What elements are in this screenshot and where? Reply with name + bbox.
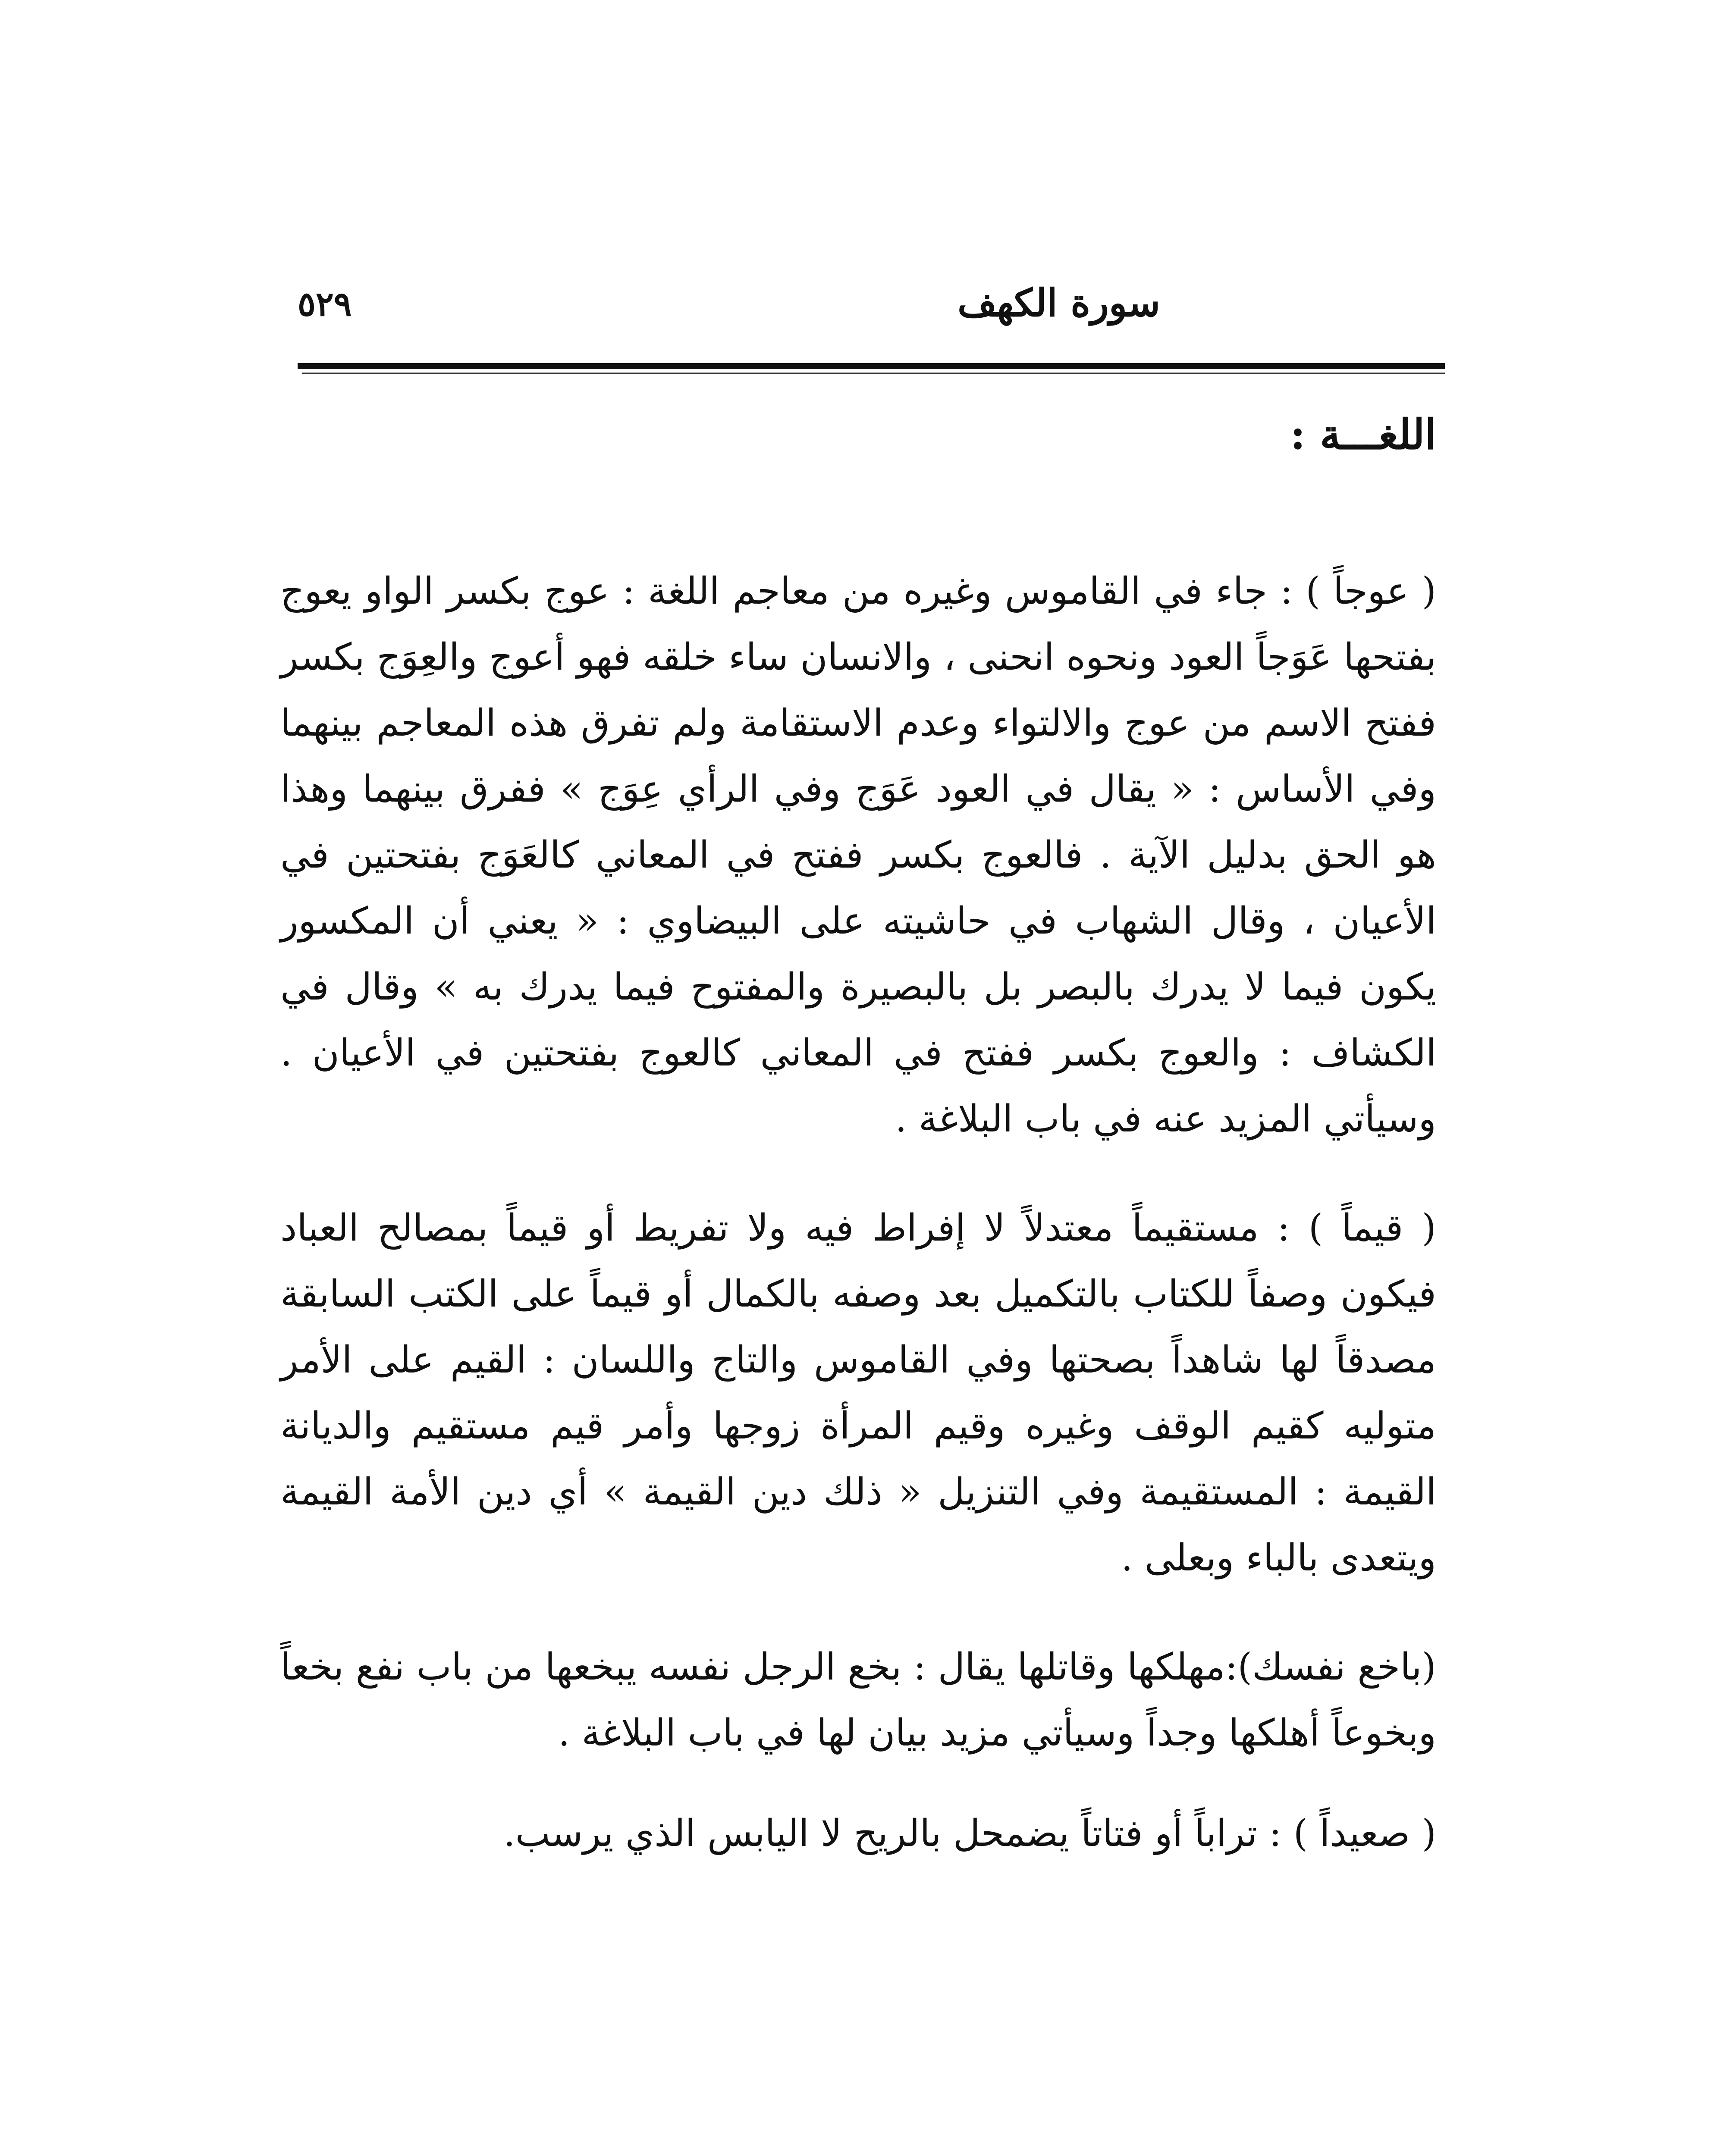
header-rule <box>298 363 1445 369</box>
section-heading: اللغـــة : <box>1290 410 1436 459</box>
paragraph-saida: ( صعيداً ) : تراباً أو فتاتاً يضمحل بالريح لا اليابس الذي يرسب. <box>503 1812 1436 1855</box>
page-header <box>298 276 1445 336</box>
paragraph-qayyima: ( قيماً ) : مستقيماً معتدلاً لا إفراط فيه ولا تفريط أو قيماً بمصالح العباد فيكون وصفاً للكتاب بالتكميل بعد وصفه بالكمال أو قيماً على الكتب السابقة مصدقاً لها شاهداً بصحتها وفي القاموس والتاج واللسان : القيم على الأمر متوليه كقيم الوقف وغيره وقيم المرأة زوجها وأمر قيم مستقيم والديانة القيمة : المستقيمة وفي التنزيل « ذلك دين القيمة » أي دين الأمة القيمة ويتعدى بالباء وبعلى . <box>280 1206 1436 1580</box>
paragraph-awaja: ( عوجاً ) : جاء في القاموس وغيره من معاجم اللغة : عوج بكسر الواو يعوج بفتحها عَوَجاً العود ونحوه انحنى ، والانسان ساء خلقه فهو أعوج والعِوَج بكسر ففتح الاسم من عوج والالتواء وعدم الاستقامة ولم تفرق هذه المعاجم بينهما وفي الأساس : « يقال في العود عَوَج وفي الرأي عِوَج » ففرق بينهما وهذا هو الحق بدليل الآية . فالعوج بكسر ففتح في المعاني كالعَوَج بفتحتين في الأعيان ، وقال الشهاب في حاشيته على البيضاوي : « يعني أن المكسور يكون فيما لا يدرك بالبصر بل بالبصيرة والمفتوح فيما يدرك به » وقال في الكشاف : والعوج بكسر ففتح في المعاني كالعوج بفتحتين في الأعيان . وسيأتي المزيد عنه في باب البلاغة . <box>280 570 1436 1141</box>
page-body <box>280 410 1436 1910</box>
page-number: ٥٢٩ <box>298 285 352 324</box>
header-rule-thin <box>302 373 1445 374</box>
surah-title: سورة الكهف <box>957 280 1160 325</box>
paragraph-bakhi: (باخع نفسك):مهلكها وقاتلها يقال : بخع الرجل نفسه يبخعها من باب نفع بخعاً وبخوعاً أهلكها وجداً وسيأتي مزيد بيان لها في باب البلاغة . <box>280 1645 1436 1755</box>
